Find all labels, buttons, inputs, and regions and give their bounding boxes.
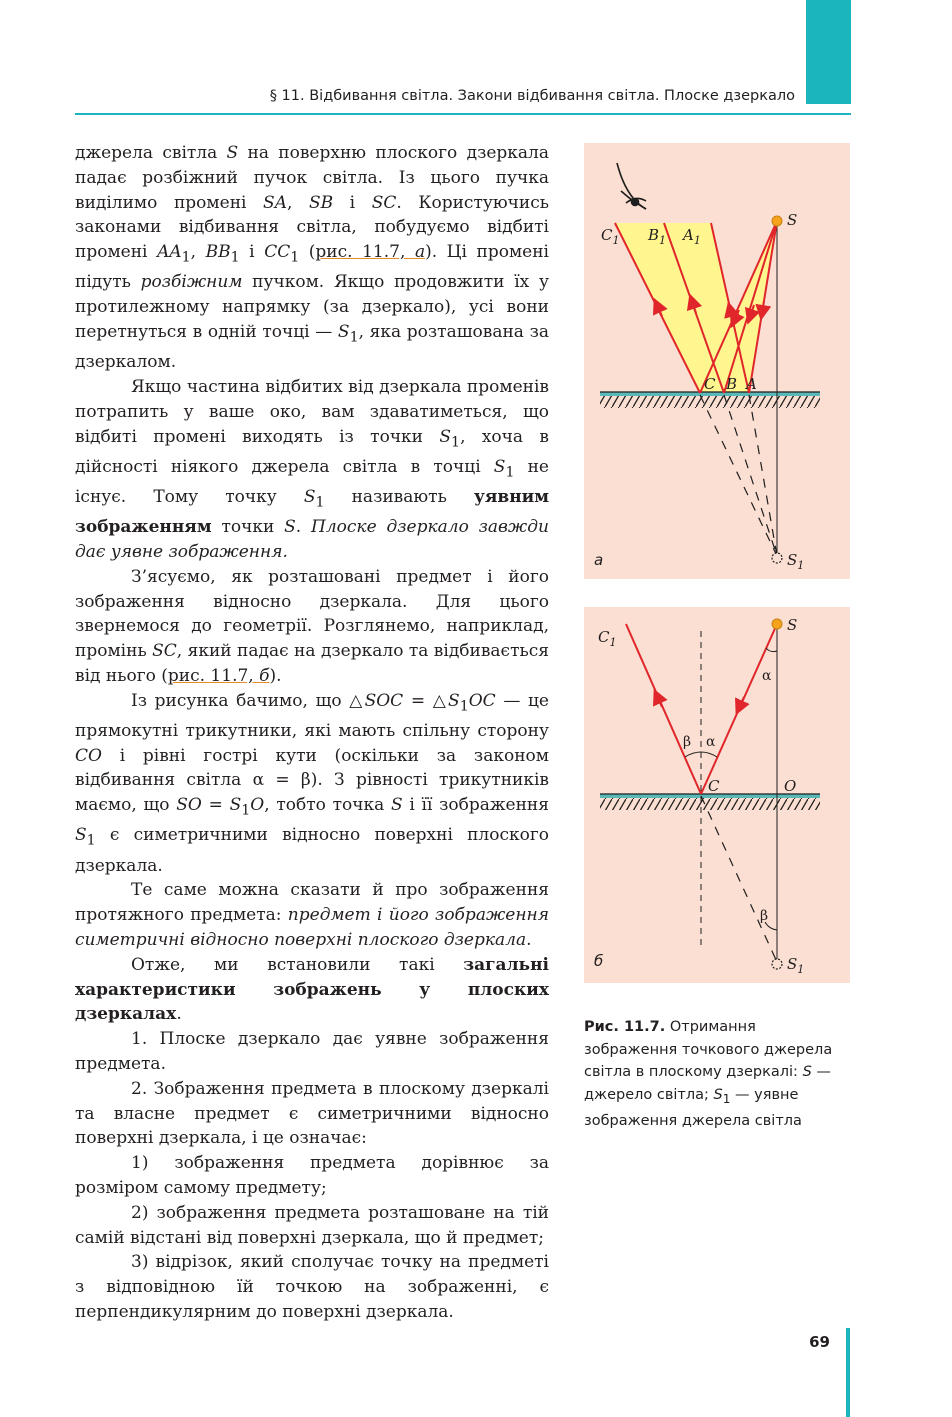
term-virtual-image: уявним зображенням	[75, 486, 550, 538]
label-b1: $B_1$	[648, 226, 667, 247]
figure-11-7-a	[584, 143, 850, 579]
paragraph-2: Якщо частина відбитих від дзеркала променів потрапить у ваше око, вам здаватиметься, що відбиті промені виходять із точки $S_1$, хоча в дійсності ніякого джерела світла в точці $S_1$ не існує. Тому точку $S_1$ називають уявним зображенням точки S. Плоске дзеркало завжди дає уявне зображення.	[75, 376, 550, 562]
source-s-icon-b	[772, 619, 782, 629]
figure-a-svg	[584, 143, 850, 579]
sub-item-1: 1) зображення предмета дорівнює за розміром самому предмету;	[75, 1153, 549, 1198]
label-alpha-top: α	[706, 734, 716, 750]
figure-ref-a[interactable]: рис. 11.7, а	[315, 242, 426, 263]
label-a1: $A_1$	[683, 226, 701, 247]
chapter-tab	[806, 0, 851, 104]
paragraph-4: Із рисунка бачимо, що △SOC = $\triangle S_1OC$ — це прямокутні трикутники, які мають спільну сторону CO і рівні гострі кути (оскільки за законом відбивання світла α = β). З рівності трикутників маємо, що SO = $S_1O$, тобто точка S і її зображення $S_1$ є симетричними відносно поверхні плоского дзеркала.	[75, 690, 549, 876]
page-number: 69	[809, 1333, 830, 1351]
label-alpha-s: α	[762, 668, 772, 684]
figure-b-svg	[584, 607, 850, 983]
label-beta-top: β	[683, 734, 692, 750]
paragraph-3: З’ясуємо, як розташовані предмет і його зображення відносно дзеркала. Для цього звернемося до геометрії. Розглянемо, наприклад, промінь SC, який падає на дзеркало та відбивається від нього (рис. 11.7, б).	[75, 566, 549, 686]
figure-a-letter: а	[594, 551, 604, 569]
running-header: § 11. Відбивання світла. Закони відбивання світла. Плоске дзеркало	[269, 88, 795, 104]
label-s1-b: $S_1$	[787, 955, 805, 976]
label-c1: $C_1$	[601, 226, 620, 247]
paragraph-5: Те саме можна сказати й про зображення протяжного предмета: предмет і його зображення симетричні відносно поверхні плоского дзеркала.	[75, 880, 549, 951]
label-c1-b: $C_1$	[598, 628, 617, 649]
mirror-hatch	[600, 396, 820, 408]
virtual-extension-b	[701, 796, 777, 962]
label-beta-s1: β	[760, 908, 769, 924]
paragraph-6: Отже, ми встановили такі загальні характеристики зображень у плоских дзеркалах.	[75, 954, 549, 1025]
figure-caption: Рис. 11.7. Отримання зображення точкового джерела світла в плоскому дзеркалі: S — джерело світла; $S_1$ — уявне зображення джерела світла	[584, 1019, 833, 1129]
label-point-b: B	[726, 375, 738, 393]
list-item-1: 1. Плоске дзеркало дає уявне зображення предмета.	[75, 1029, 549, 1075]
source-s-icon	[772, 216, 782, 226]
header-rule	[75, 113, 851, 115]
virtual-extensions	[700, 395, 777, 556]
sub-item-3: 3) відрізок, який сполучає точку на предметі з відповідною їй точкою на зображенні, є перпендикулярним до поверхні дзеркала.	[75, 1252, 549, 1322]
mirror-hatch-b	[600, 798, 820, 810]
figure-ref-b[interactable]: рис. 11.7, б	[167, 665, 270, 686]
image-s1-icon	[772, 553, 782, 563]
label-point-o: O	[784, 777, 797, 795]
sub-item-2: 2) зображення предмета розташоване на тій самій відстані від поверхні дзеркала, що й предмет;	[75, 1202, 549, 1248]
page-number-bar	[846, 1328, 850, 1417]
figure-11-7-b	[584, 607, 850, 983]
main-text	[75, 141, 549, 1325]
label-s-b: S	[787, 616, 798, 634]
label-s1: $S_1$	[787, 551, 805, 572]
list-item-2: 2. Зображення предмета в плоскому дзеркалі та власне предмет є симетричними відносно поверхні дзеркала, і це означає:	[75, 1078, 549, 1149]
paragraph-1: джерела світла S на поверхню плоского дзеркала падає розбіжний пучок світла. Із цього пучка виділимо промені SA, SB і SC. Користуючись законами відбивання світла, побудуємо відбиті промені $AA_1$, $BB_1$ і $CC_1$ (рис. 11.7, а). Ці промені підуть розбіжним пучком. Якщо продовжити їх у протилежному напрямку (за дзеркало), усі вони перетнуться в одній точці — $S_1$, яка розташована за дзеркалом.	[75, 143, 549, 373]
label-point-a: A	[746, 375, 757, 393]
label-point-c: C	[704, 375, 716, 393]
figure-b-letter: б	[594, 952, 604, 970]
image-s1-icon-b	[772, 959, 782, 969]
label-s: S	[787, 211, 798, 229]
eye-icon	[617, 163, 646, 209]
label-point-c-b: C	[708, 777, 720, 795]
